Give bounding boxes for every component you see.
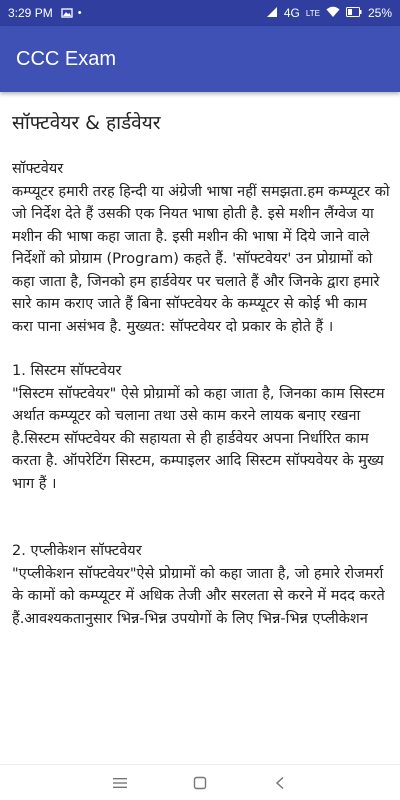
item2-title: 2. एप्लीकेशन सॉफ्टवेयर (12, 543, 142, 559)
status-right-group (266, 6, 392, 21)
home-icon[interactable] (180, 768, 220, 798)
item2-body: "एप्लीकेशन सॉफ्टवेयर"ऐसे प्रोग्रामों को कहा जाता है, जो हमारे रोजमर्रा के कामों को कम्प्यूटर में अधिक तेजी और सरलता से करने में मदद करते हैं.आवश्यकतानुसार भिन्न-भिन्न उपयोगों के लिए भिन्न-भिन्न एप्लीकेशन (12, 565, 385, 627)
gallery-notification-icon (61, 7, 73, 19)
status-time: 3:29 PM (8, 6, 53, 20)
network-type-label: 4G (283, 6, 300, 20)
spacer (12, 495, 390, 540)
status-bar (0, 0, 400, 26)
article-heading: सॉफ्टवेयर & हार्डवेयर (12, 112, 161, 134)
lte-label: LTE (305, 8, 320, 18)
section-title: सॉफ्टवेयर (12, 161, 64, 177)
menu-icon[interactable] (100, 768, 140, 798)
wifi-icon (326, 6, 340, 21)
app-bar (0, 26, 400, 92)
navigation-bar (0, 764, 400, 800)
spacer (12, 338, 390, 360)
back-icon[interactable] (260, 768, 300, 798)
article-content[interactable] (0, 92, 400, 764)
more-notifications-icon: • (77, 7, 82, 19)
item1-body: "सिस्टम सॉफ्टवेयर" ऐसे प्रोग्रामों को कहा जाता है, जिनका काम सिस्टम अर्थात कम्प्यूटर को चलाना तथा उसे काम करने लायक बनाए रखना है.सिस्टम सॉफ्टवेयर की सहायता से ही हार्डवेयर अपना निर्धारित काम करता है. ऑपरेटिंग सिस्टम, कम्पाइलर आदि सिस्टम सॉफ्यवेयर के मुख्य भाग हैं । (12, 385, 385, 492)
item1-title: 1. सिस्टम सॉफ्टवेयर (12, 363, 122, 379)
cellular-signal-icon (266, 6, 278, 21)
app-title: CCC Exam (16, 47, 117, 70)
intro-paragraph: कम्प्यूटर हमारी तरह हिन्दी या अंग्रेजी भाषा नहीं समझता.हम कम्प्यूटर को जो निर्देश देते हैं उसकी एक नियत भाषा होती है. इसे मशीन लैंग्वेज या मशीन की भाषा कहा जाता है. इसी मशीन की भाषा में दिये जाने वाले निर्देशों को प्रोग्राम (Program) कहते हैं. 'सॉफ्टवेयर' उन प्रोग्रामों को कहा जाता है, जिनको हम हार्डवेयर पर चलाते हैं और जिनके द्वारा हमारे सारे काम कराए जाते हैं बिना सॉफ्टवेयर के कम्प्यूटर से कोई भी काम करा पाना असंभव है. मुख्यत: सॉफ्टवेयर दो प्रकार के होते हैं । (12, 183, 390, 335)
battery-percent: 25% (367, 6, 392, 20)
battery-icon (346, 6, 362, 20)
